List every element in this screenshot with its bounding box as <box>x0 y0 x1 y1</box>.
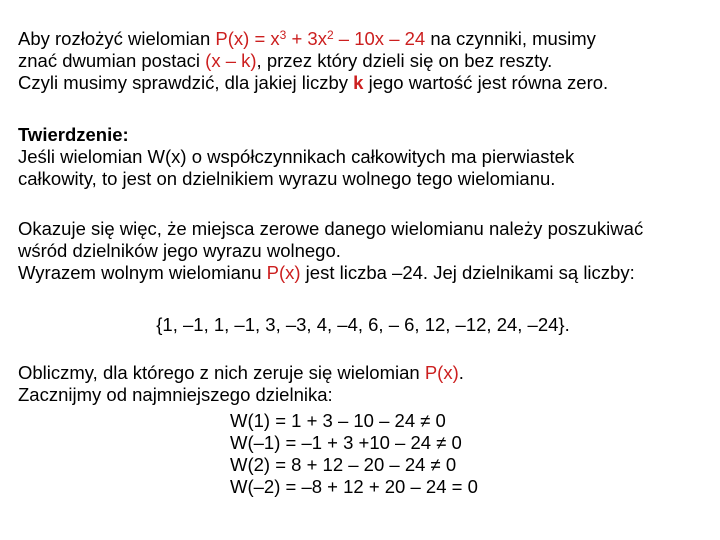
theorem-heading: Twierdzenie: <box>18 124 129 145</box>
divisors-paragraph <box>18 218 708 284</box>
calc-intro-line-2: Zacznijmy od najmniejszego dzielnika: <box>18 384 333 405</box>
calculations-list <box>230 410 478 498</box>
calc-intro-line-1: Obliczmy, dla którego z nich zeruje się wielomian P(x). <box>18 362 464 383</box>
intro-line-1: Aby rozłożyć wielomian $P(x) = x^3 + 3x^2 - 10x - 24$ na czynniki, musimy <box>18 28 596 49</box>
calculation-w1: W(1) = 1 + 3 – 10 – 24 ≠ 0 <box>230 410 446 431</box>
exponent-3: 3 <box>279 28 287 42</box>
theorem-block <box>18 124 708 190</box>
polynomial-ref: P(x) <box>266 262 301 283</box>
calculation-w-minus2: W(–2) = –8 + 12 + 20 – 24 = 0 <box>230 476 478 497</box>
polynomial-ref: P(x) <box>424 362 459 383</box>
theorem-line-1: Jeśli wielomian W(x) o współczynnikach całkowitych ma pierwiastek <box>18 146 575 167</box>
polynomial-p: $P(x) = x^3 + 3x^2 - 10x - 24$ <box>215 28 426 49</box>
exponent-2: 2 <box>326 28 334 42</box>
divisors-set <box>18 314 708 336</box>
calculation-intro <box>18 362 708 406</box>
intro-line-3: Czyli musimy sprawdzić, dla jakiej liczby k jego wartość jest równa zero. <box>18 72 609 93</box>
calculation-w-minus1: W(–1) = –1 + 3 +10 – 24 ≠ 0 <box>230 432 462 453</box>
intro-paragraph <box>18 28 708 94</box>
divisors-list: {1, –1, 1, –1, 3, –3, 4, –4, 6, – 6, 12, –12, 24, –24}. <box>156 314 570 335</box>
calculation-w2: W(2) = 8 + 12 – 20 – 24 ≠ 0 <box>230 454 457 475</box>
theorem-line-2: całkowity, to jest on dzielnikiem wyrazu wolnego tego wielomianu. <box>18 168 556 189</box>
intro-line-2: znać dwumian postaci (x – k), przez który dzieli się on bez reszty. <box>18 50 553 71</box>
variable-k: k <box>353 72 364 93</box>
divisors-line-3: Wyrazem wolnym wielomianu P(x) jest liczba –24. Jej dzielnikami są liczby: <box>18 262 635 283</box>
divisors-line-2: wśród dzielników jego wyrazu wolnego. <box>18 240 341 261</box>
intro-text: Aby rozłożyć wielomian <box>18 28 216 49</box>
divisors-line-1: Okazuje się więc, że miejsca zerowe danego wielomianu należy poszukiwać <box>18 218 644 239</box>
binomial: (x – k) <box>205 50 257 71</box>
